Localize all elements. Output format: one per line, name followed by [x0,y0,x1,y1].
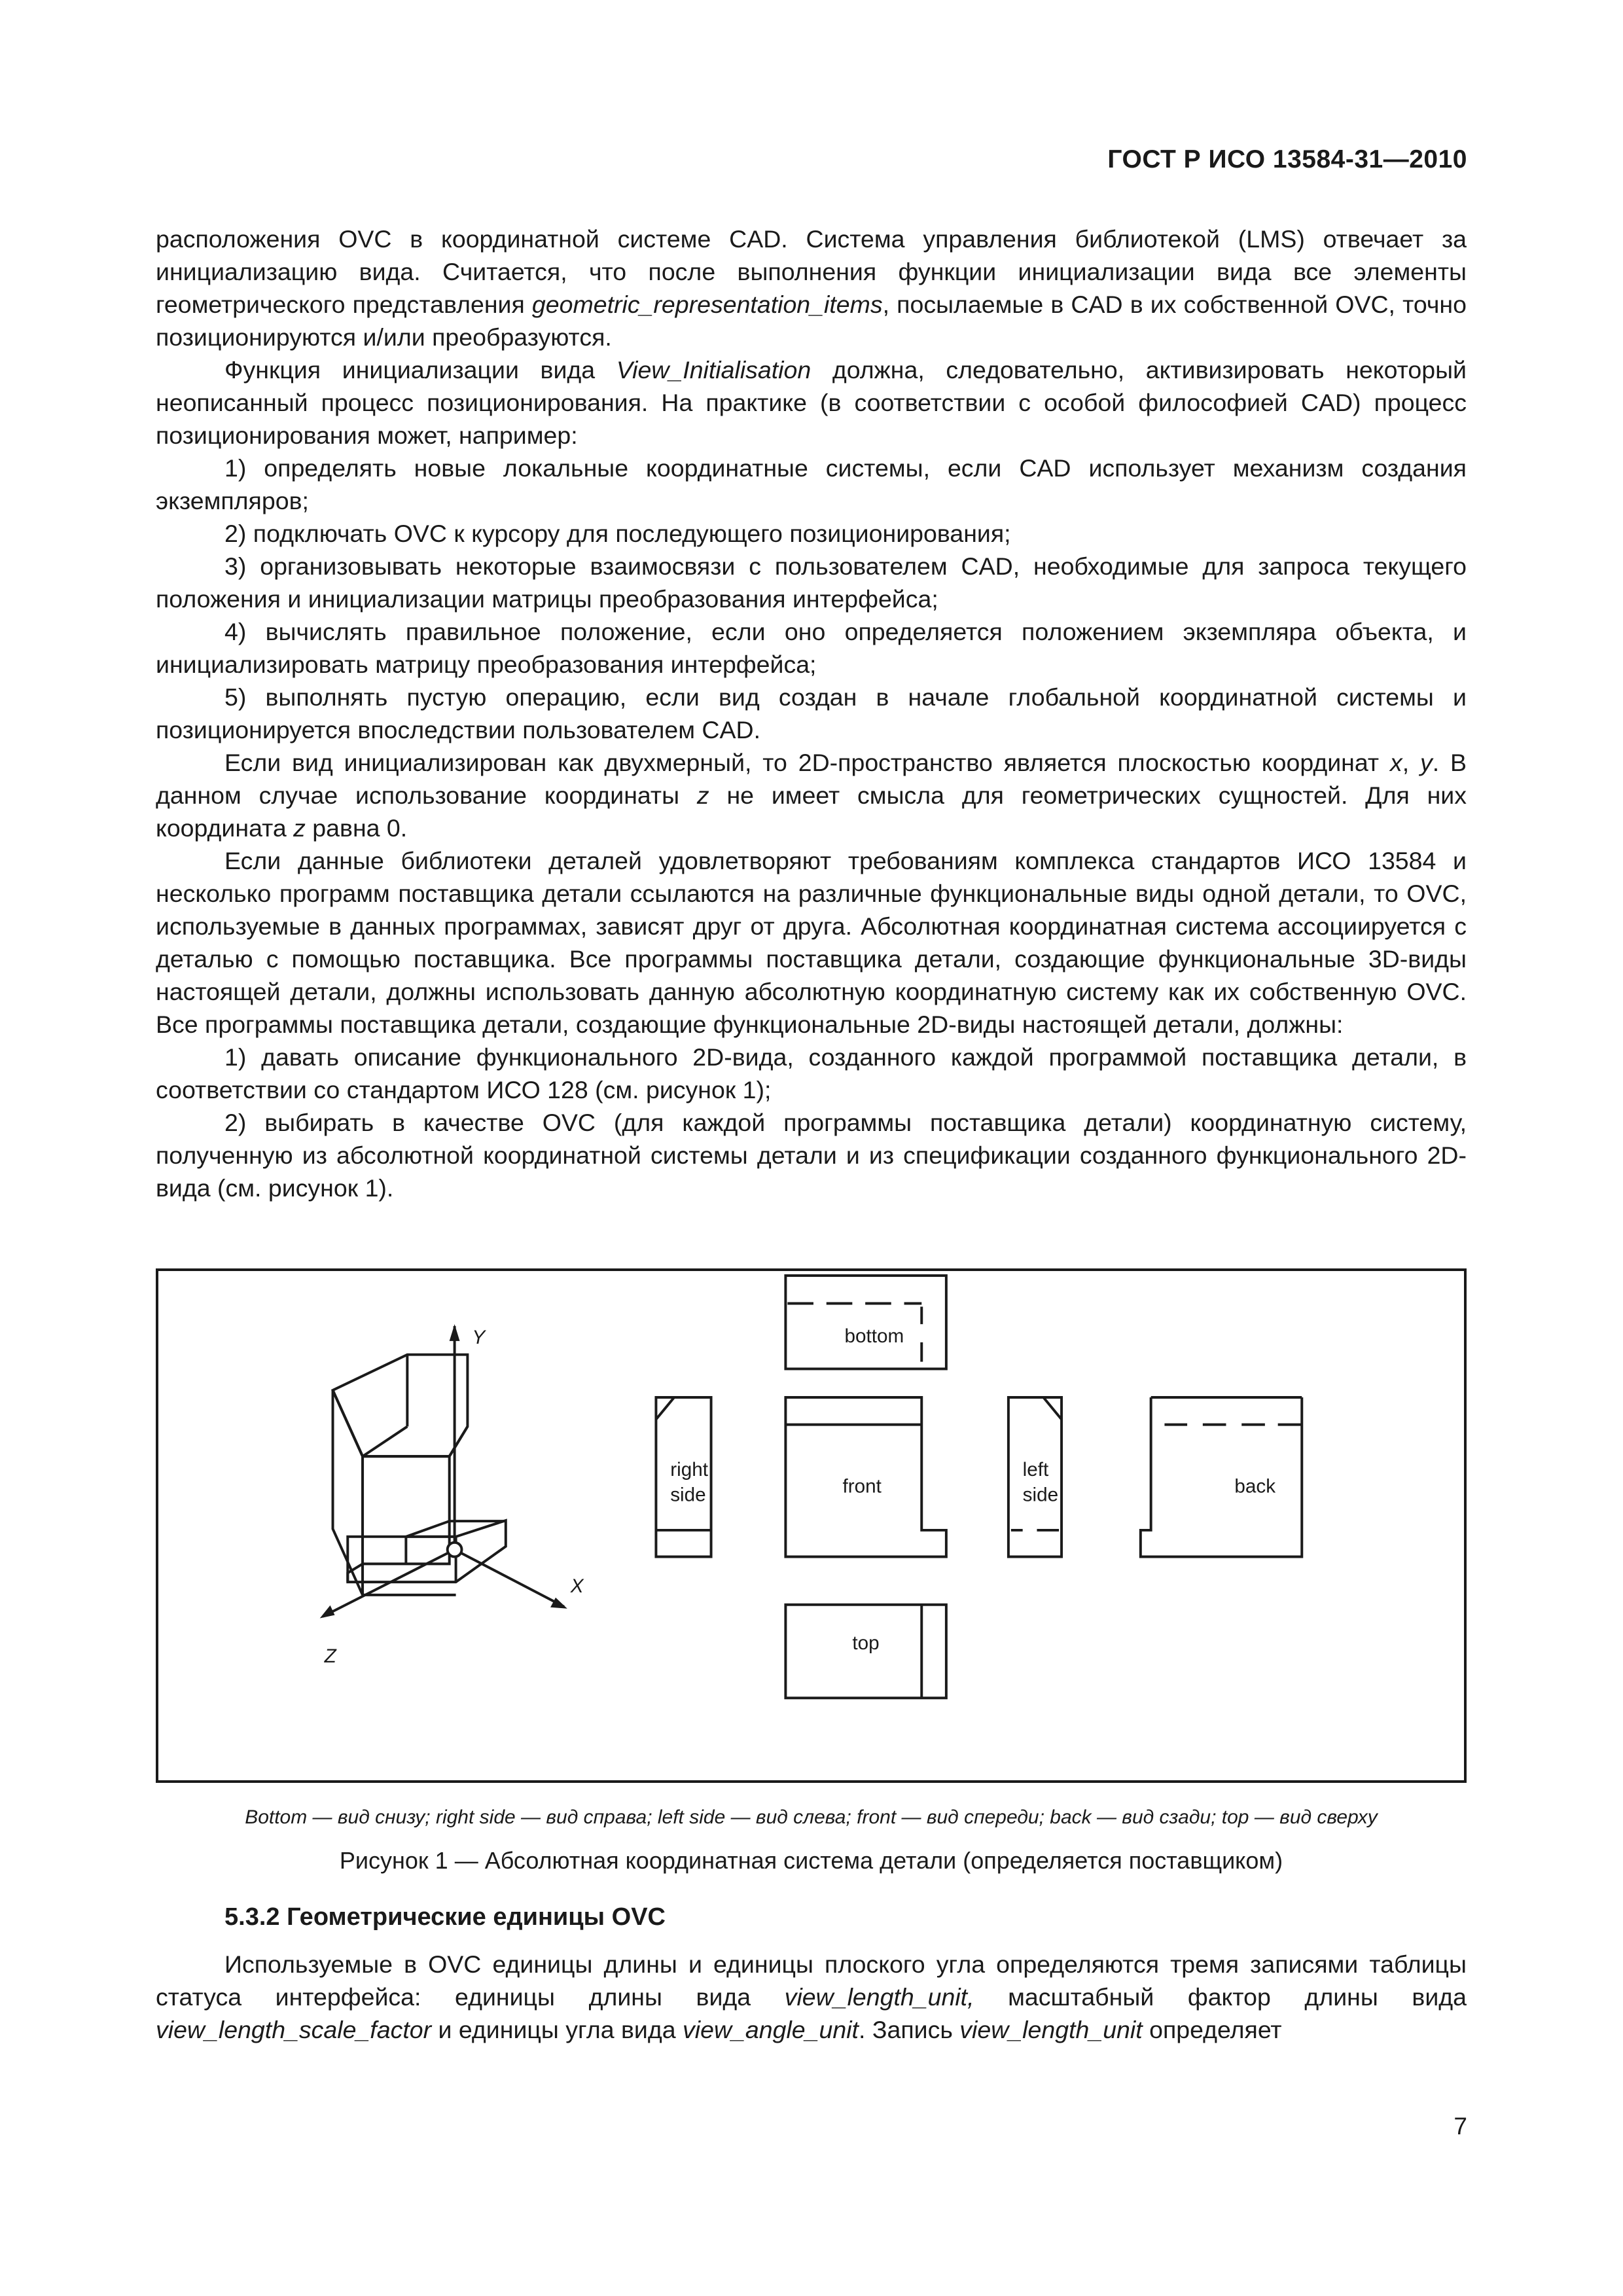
axes [320,1324,567,1618]
paragraph: Если данные библиотеки деталей удовлетворяют требованиям комплекса стандартов ИСО 13584 и несколько программ поставщика детали ссылаются на различные функциональные виды одной детали, то OVC, используемые в данных программах, зависят друг от друга. Абсолютная координатная система ассоциируется с деталью с помощью поставщика. Все программы поставщика детали, создающие функциональные 3D-виды настоящей детали, должны использовать данную абсолютную координатную систему как их собственную OVC. Все программы поставщика детали, создающие функциональные 2D-виды настоящей детали, должны: [156,847,1467,1038]
list-item: 3) организовывать некоторые взаимосвязи с пользователем CAD, необходимые для запроса текущего положения и инициализации матрицы преобразования интерфейса; [156,552,1467,613]
list-item: 1) определять новые локальные координатные системы, если CAD использует механизм создания экземпляров; [156,454,1467,514]
view-label-left: left [1022,1458,1049,1480]
figure-caption: Рисунок 1 — Абсолютная координатная система детали (определяется поставщиком) [339,1847,1283,1874]
page-number: 7 [1454,2113,1467,2140]
figure-legend: Bottom — вид снизу; right side — вид справа; left side — вид слева; front — вид спереди; back — вид сзади; top — вид сверху [245,1806,1378,1828]
view-label-top: top [852,1632,880,1655]
figure-coordinate-system [156,1268,1467,1783]
axis-label-z: Z [324,1645,336,1667]
view-label-right: right [670,1458,708,1480]
isometric-part [333,1355,506,1595]
view-label-front: front [842,1475,882,1498]
section-text [156,1948,1467,2046]
list-item: 2) выбирать в качестве OVC (для каждой программы поставщика детали) координатную систему, полученную из абсолютной координатной системы детали и из спецификации созданного функционального 2D-вида (см. рисунок 1). [156,1109,1467,1202]
view-label-left-side: side [1022,1484,1059,1506]
axis-label-x: X [570,1575,584,1597]
paragraph: Используемые в OVC единицы длины и единицы плоского угла определяются тремя записями таблицы статуса интерфейса: единицы длины вида view_length_unit, масштабный фактор длины вида view_length_scale_factor и единицы угла вида view_angle_unit. Запись view_length_unit определяет [156,1950,1467,2043]
list-item: 1) давать описание функционального 2D-вида, созданного каждой программой поставщика детали, в соответствии со стандартом ИСО 128 (см. рисунок 1); [156,1043,1467,1103]
view-label-back: back [1234,1475,1276,1498]
axis-label-y: Y [472,1326,486,1348]
section-heading: 5.3.2 Геометрические единицы OVC [224,1903,666,1931]
view-bottom [785,1276,946,1369]
list-item: 2) подключать OVC к курсору для последующего позиционирования; [224,520,1011,547]
body-text [156,223,1467,1204]
list-item: 4) вычислять правильное положение, если оно определяется положением экземпляра объекта, и инициализировать матрицу преобразования интерфейса; [156,618,1467,678]
figure-drawing [158,1271,1464,1780]
paragraph: расположения OVC в координатной системе CAD. Система управления библиотекой (LMS) отвечает за инициализацию вида. Считается, что после выполнения функции инициализации вида все элементы геометрического представления geometric_representation_items, посылаемые в CAD в их собственной OVC, точно позиционируются и/или преобразуются. [156,225,1467,351]
document-header: ГОСТ Р ИСО 13584-31—2010 [1107,145,1467,173]
view-back [1141,1397,1302,1556]
paragraph: Функция инициализации вида View_Initialisation должна, следовательно, активизировать некоторый неописанный процесс позиционирования. На практике (в соответствии с особой философией CAD) процесс позиционирования может, например: [156,356,1467,449]
paragraph: Если вид инициализирован как двухмерный, то 2D-пространство является плоскостью координат x, y. В данном случае использование координаты z не имеет смысла для геометрических сущностей. Для них координата z равна 0. [156,749,1467,842]
view-label-right-side: side [670,1484,706,1506]
list-item: 5) выполнять пустую операцию, если вид создан в начале глобальной координатной системы и позиционируется впоследствии пользователем CAD. [156,683,1467,744]
view-label-bottom: bottom [844,1325,904,1347]
